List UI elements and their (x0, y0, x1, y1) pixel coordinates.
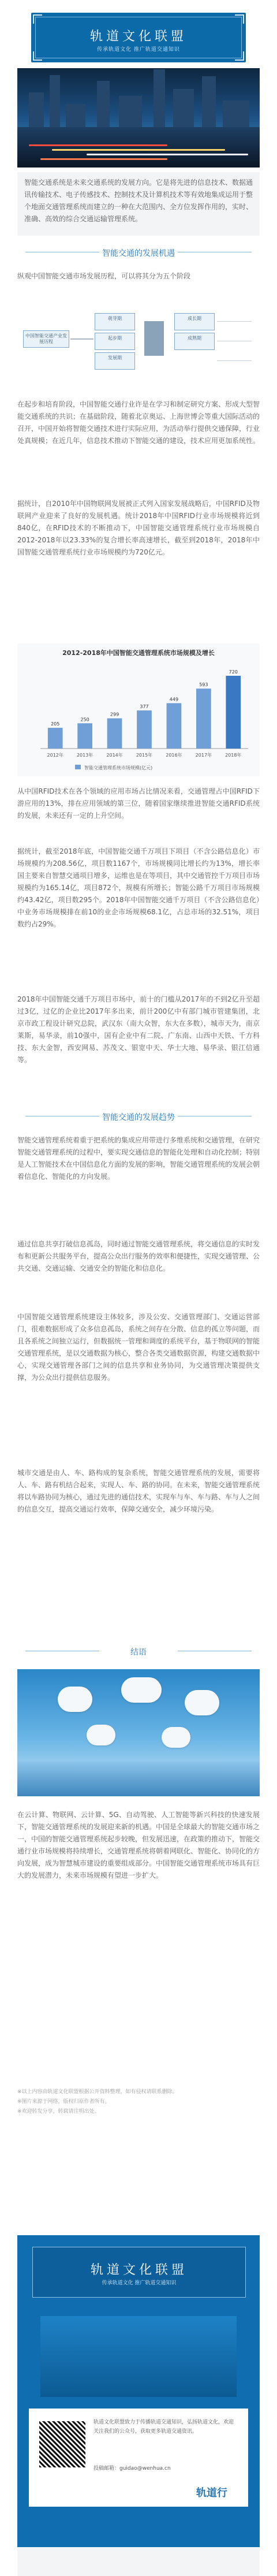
chart-x-tick-label: 2018年 (225, 753, 242, 758)
footer-contact: 投稿邮箱：guidao@wenhua.cn (93, 2466, 171, 2471)
section-title-conclusion (0, 1644, 277, 1659)
chart-legend-label: 智能交通管理系统市场规模(亿元) (84, 765, 153, 770)
paragraph-10: 城市交通是由人、车、路构成的复杂系统，智能交通管理系统的发展，需要将人、车、路有机结合起来，实现人、车、路的协同。在未来，智能交通管理系统将以车路协同为核心，通过先进的通信技术，实现车与车、车与路、车与人之间的信息交互，提高交通运行效率，保障交通安全，减少环境污染。 (17, 1469, 260, 1513)
paragraph-7: 智能交通管理系统着重于把系统的集成应用带进行多维系统和交通管理，在研究智能交通管理系统的过程中，要实现交通信息的智能化处理和自动化控制；特别是人工智能技术在中国信息化方面的发展的影响，智能交通管理系统的发展会朝着信息化、智能化的方向发展。 (17, 1136, 260, 1181)
cloud-icon (58, 1687, 92, 1712)
conclusion-paragraph: 在云计算、物联网、云计算、5G、自动驾驶、人工智能等新兴科技的快速发展下，智能交通管理系统的发展迎来新的机遇。中国是全球最大的智能交通市场之一，中国的智能交通管理系统起步较晚，但发展迅速，在政策的推动下，智能交通行业市场规模将持续增长，交通管理系统将朝着网联化、智能化、协同化的方向发展，成为智慧城市建设的重要组成部分。中国智能交通管理系统市场具有巨大的发展潜力，未来市场规模有望进一步扩大。 (17, 1811, 260, 1879)
diagram-stage-3: 发展期 (95, 352, 135, 370)
banner-title: 轨道文化联盟 (89, 29, 187, 44)
intro-paragraph: 智能交通系统是未来交通系统的发展方向。它是将先进的信息技术、数据通讯传输技术、电子传感技术、控制技术及计算机技术等有效地集成运用于整个地面交通管理系统而建立的一种在大范围内、全方位发挥作用的，实时、准确、高效的综合交通运输管理系统。 (24, 178, 253, 223)
chart-bar (107, 719, 122, 749)
cloud-icon (87, 1725, 115, 1745)
paragraph-1: 纵观中国智能交通市场发展历程，可以将其分为五个阶段 (17, 272, 191, 280)
banner-subtitle: 传承轨道文化 推广轨道交通知识 (97, 47, 180, 53)
diagram-stage-4: 成长期 (174, 313, 215, 330)
chart-x-tick-label: 2016年 (166, 753, 182, 758)
footnote: ※图片来源于网络，版权归原作者所有。 (17, 2099, 110, 2105)
chart-data-label: 593 (199, 682, 208, 688)
chart-x-tick-label: 2014年 (106, 753, 123, 758)
footer-description: 轨道文化联盟致力于传播轨道交通知识，弘扬轨道文化，欢迎关注我们的公众号，获取更多轨道交通资讯。 (93, 2419, 234, 2434)
chart-title: 2012-2018年中国智能交通管理系统市场规模及增长 (62, 649, 215, 657)
footer-info-card (29, 2409, 248, 2507)
development-stage-diagram (23, 313, 254, 382)
hero-city-traffic-photo (17, 68, 260, 167)
chart-bar (137, 710, 152, 749)
chart-data-label: 449 (169, 697, 179, 702)
chart-data-label: 250 (80, 717, 89, 723)
cloud-city-illustration (17, 1669, 260, 1796)
paragraph-3: 据统计，自2010年中国物联网发展被正式列入国家发展战略后，中国RFID及物联网产业迎来了良好的发展机遇。统计2018年中国RFID行业市场规模将近到840亿，在RFID技术的不断推动下，中国智能交通管理系统行业市场规模自2012-2018年以23.33%的复合增长率高速增长，截至到2018年，2018年中国智能交通管理系统行业市场规模约为720亿元。 (17, 500, 260, 556)
chart-x-tick-label: 2012年 (47, 753, 63, 758)
chart-data-label: 720 (229, 669, 238, 675)
footer-panel (17, 2235, 260, 2547)
section-title-opportunities (0, 245, 277, 260)
section-title-label: 结语 (130, 1648, 147, 1657)
chart-x-tick-label: 2017年 (195, 753, 212, 758)
section-title-label: 智能交通的发展机遇 (102, 249, 175, 258)
footer-banner (32, 2247, 246, 2298)
market-size-chart (17, 643, 260, 776)
footer-banner-title: 轨道文化联盟 (90, 2263, 188, 2277)
diagram-connector-block (144, 321, 164, 356)
footer-logo: 轨道行 (196, 2487, 227, 2499)
section-title-label: 智能交通的发展趋势 (102, 1113, 175, 1122)
paragraph-2: 在起步和培育阶段，中国智能交通行业许是在学习和制定研究方案、形成大型智能交通系统的共识；在基础阶段，随着北京奥运、上海世博会等重大国际活动的召开，中国开始将智能交通技术进行实际应用，为活动举行提供交通保障，行业处真规模；在近几年，信息技术推动下智能交通的建设，技术应用更加系统性。 (17, 400, 260, 445)
diagram-stage-5: 成熟期 (174, 333, 215, 350)
chart-bar (226, 676, 241, 749)
diagram-stage-1: 萌芽期 (95, 313, 135, 330)
footer-photo (40, 2316, 237, 2397)
chart-bar (77, 723, 92, 749)
chart-x-tick-label: 2015年 (136, 753, 153, 758)
footnote: ※欢迎转发分享，转载请注明出处。 (17, 2109, 100, 2115)
header-banner (31, 13, 246, 62)
qr-code-icon[interactable] (37, 2419, 88, 2470)
chart-legend-swatch (75, 765, 81, 769)
cloud-icon (121, 1677, 162, 1703)
chart-bar (48, 728, 63, 749)
chart-data-label: 299 (110, 712, 119, 717)
chart-bar (196, 688, 211, 749)
footnotes (17, 2087, 260, 2117)
section-title-trends (0, 1109, 277, 1124)
chart-data-label: 377 (140, 704, 149, 710)
paragraph-8: 通过信息共享打破信息孤岛，同时通过智能交通管理系统，将交通信息的实时发布和更新公共服务平台，提高公众出行服务的效率和便捷性，实现交通管理、公共交通、交通运输、交通安全的智能化和信息化。 (17, 1240, 260, 1272)
chart-bar (167, 703, 182, 749)
footnote: ※以上内容由轨道文化联盟根据公开资料整理，如有侵权请联系删除。 (17, 2089, 178, 2095)
paragraph-5: 据统计，截至2018年底，中国智能交通千万项目下项目（不含公路信息化）市场规模约为208.56亿，项目数1167个，市场规模同比增长约为13%，增长率国主要来自智慧交通项目增多，运维也是在等项目，其中交通管控千万项目市场规模约为165.14亿，项目872个，规模有所增长；智能公路千万项目市场规模约43.42亿，项目数295个。2018年中国智能交通千万项目（不含公路信息化）中业务市场规模排在前10的业企市场规模68.1亿，占总市场的32.51%，项目数约占29%。 (17, 847, 260, 928)
diagram-stage-2: 起步期 (95, 333, 135, 350)
paragraph-6: 2018年中国智能交通千万项目市场中，前十的门槛从2017年的不到2亿升至超过3亿，过亿的企业比2017年多出来，前计200亿中有部门城市管建集团，北京市政工程设计研究总院，武汉东（南大众智，东大在多数），城市天为，南京莱斯，易华录，前10强中，国有企业中有二院、广东南、山西中天铁、千方科技、东大金智，西安网易、苏茂文、银宽中天、华士大地、易华录、银江信通等。 (17, 995, 260, 1064)
paragraph-4: 从中国RFID技术在各个领域的应用市场占比情况来看，交通管理占中国RFID下游应用的13%，排在应用领域的第三位，随着国家继续推进智能交通RFID系统的发展，未来还有一定的上升空间。 (17, 787, 260, 820)
chart-plot (17, 660, 260, 775)
paragraph-9: 中国智能交通管理系统建设主体较多，涉及公安、交通管理部门、交通运营部门，很难数据形成了众多信息孤岛，系统之间存在分散、信息的孤立等问题，而且各系统之间独立运行，但数据统一管理和调度的系统平台，基于物联网的智能交通管理系统，是以交通数据为核心，整合各类交通数据资源，构建交通数据中心，实现交通管理各部门之间的信息共享和业务协同，为交通管理决策提供支撑，为公众出行提供信息服务。 (17, 1313, 260, 1382)
cloud-icon (185, 1690, 219, 1715)
diagram-root-box: 中国智能交通产业发展历程 (23, 330, 69, 348)
chart-data-label: 205 (51, 721, 60, 727)
chart-x-tick-label: 2013年 (76, 753, 93, 758)
bottom-bar (17, 2547, 260, 2576)
cloud-icon (162, 1727, 190, 1748)
footer-banner-subtitle: 传承轨道文化 推广轨道交通知识 (102, 2280, 177, 2286)
